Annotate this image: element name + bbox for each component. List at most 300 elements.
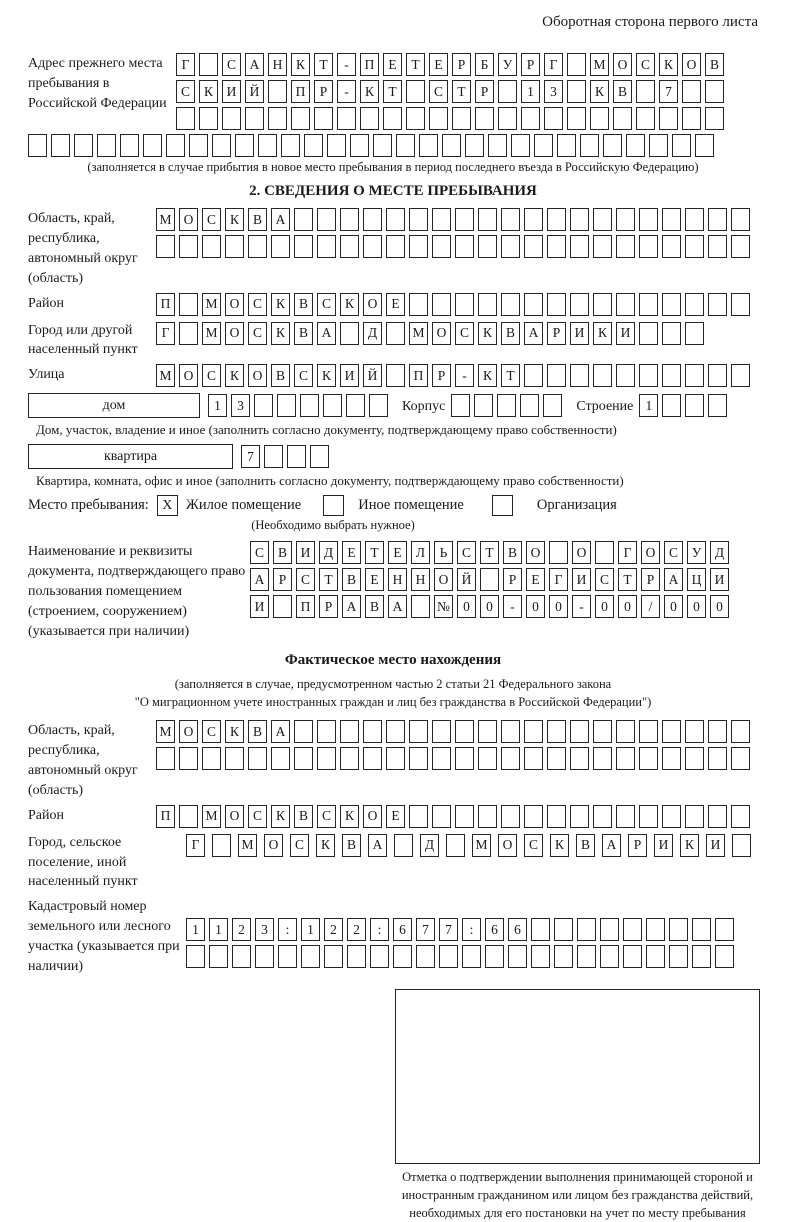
char-cell[interactable]: Р	[319, 595, 338, 618]
char-cell[interactable]: У	[687, 541, 706, 564]
char-cell[interactable]	[409, 293, 428, 316]
char-cell[interactable]	[531, 945, 550, 968]
char-cell[interactable]: К	[271, 293, 290, 316]
char-cell[interactable]	[222, 107, 241, 130]
char-cell[interactable]	[731, 235, 750, 258]
char-cell[interactable]	[199, 53, 218, 76]
oblast-row-1[interactable]	[156, 208, 750, 231]
char-cell[interactable]: М	[238, 834, 257, 857]
char-cell[interactable]	[455, 293, 474, 316]
char-cell[interactable]: Й	[245, 80, 264, 103]
char-cell[interactable]	[593, 720, 612, 743]
char-cell[interactable]	[310, 445, 329, 468]
char-cell[interactable]	[593, 293, 612, 316]
char-cell[interactable]	[225, 235, 244, 258]
char-cell[interactable]	[708, 394, 727, 417]
char-cell[interactable]	[363, 235, 382, 258]
char-cell[interactable]: В	[613, 80, 632, 103]
char-cell[interactable]	[74, 134, 93, 157]
char-cell[interactable]: 0	[618, 595, 637, 618]
char-cell[interactable]: Т	[314, 53, 333, 76]
char-cell[interactable]: К	[550, 834, 569, 857]
char-cell[interactable]	[570, 235, 589, 258]
char-cell[interactable]	[455, 747, 474, 770]
char-cell[interactable]	[570, 293, 589, 316]
char-cell[interactable]: А	[388, 595, 407, 618]
char-cell[interactable]	[396, 134, 415, 157]
char-cell[interactable]: А	[317, 322, 336, 345]
char-cell[interactable]: В	[503, 541, 522, 564]
char-cell[interactable]: Б	[475, 53, 494, 76]
char-cell[interactable]	[639, 720, 658, 743]
char-cell[interactable]	[350, 134, 369, 157]
char-cell[interactable]: А	[250, 568, 269, 591]
char-cell[interactable]	[616, 208, 635, 231]
char-cell[interactable]	[386, 235, 405, 258]
char-cell[interactable]: К	[360, 80, 379, 103]
char-cell[interactable]: С	[248, 293, 267, 316]
char-cell[interactable]	[616, 364, 635, 387]
char-cell[interactable]: М	[202, 805, 221, 828]
char-cell[interactable]: Р	[521, 53, 540, 76]
char-cell[interactable]: 2	[347, 918, 366, 941]
prev-address-row-3[interactable]	[176, 107, 724, 130]
char-cell[interactable]: А	[271, 208, 290, 231]
char-cell[interactable]	[455, 235, 474, 258]
char-cell[interactable]: С	[202, 720, 221, 743]
factual-oblast-row-2[interactable]	[156, 747, 750, 770]
char-cell[interactable]: А	[368, 834, 387, 857]
char-cell[interactable]	[708, 747, 727, 770]
char-cell[interactable]	[432, 747, 451, 770]
char-cell[interactable]	[593, 208, 612, 231]
char-cell[interactable]	[672, 134, 691, 157]
char-cell[interactable]	[28, 134, 47, 157]
char-cell[interactable]: В	[342, 568, 361, 591]
char-cell[interactable]	[570, 208, 589, 231]
char-cell[interactable]: С	[317, 293, 336, 316]
char-cell[interactable]	[202, 747, 221, 770]
char-cell[interactable]: 1	[208, 394, 227, 417]
char-cell[interactable]	[659, 107, 678, 130]
char-cell[interactable]: О	[225, 322, 244, 345]
char-cell[interactable]	[501, 293, 520, 316]
char-cell[interactable]	[156, 235, 175, 258]
char-cell[interactable]	[685, 208, 704, 231]
char-cell[interactable]	[682, 80, 701, 103]
char-cell[interactable]: 3	[544, 80, 563, 103]
char-cell[interactable]: 7	[416, 918, 435, 941]
char-cell[interactable]: О	[526, 541, 545, 564]
char-cell[interactable]	[409, 805, 428, 828]
char-cell[interactable]	[386, 322, 405, 345]
char-cell[interactable]	[626, 134, 645, 157]
char-cell[interactable]	[600, 945, 619, 968]
char-cell[interactable]	[394, 834, 413, 857]
char-cell[interactable]	[179, 747, 198, 770]
char-cell[interactable]	[616, 293, 635, 316]
char-cell[interactable]: К	[593, 322, 612, 345]
char-cell[interactable]	[649, 134, 668, 157]
char-cell[interactable]: :	[278, 918, 297, 941]
char-cell[interactable]	[603, 134, 622, 157]
dom-number-cells[interactable]	[208, 394, 388, 417]
char-cell[interactable]	[547, 293, 566, 316]
char-cell[interactable]	[570, 747, 589, 770]
char-cell[interactable]	[623, 918, 642, 941]
char-cell[interactable]: С	[294, 364, 313, 387]
char-cell[interactable]: -	[337, 80, 356, 103]
char-cell[interactable]	[409, 208, 428, 231]
char-cell[interactable]: 0	[457, 595, 476, 618]
char-cell[interactable]: О	[225, 293, 244, 316]
char-cell[interactable]: Т	[501, 364, 520, 387]
char-cell[interactable]	[291, 107, 310, 130]
char-cell[interactable]: Г	[549, 568, 568, 591]
char-cell[interactable]	[409, 235, 428, 258]
char-cell[interactable]	[531, 918, 550, 941]
char-cell[interactable]: В	[294, 322, 313, 345]
char-cell[interactable]: 6	[485, 918, 504, 941]
char-cell[interactable]	[616, 747, 635, 770]
char-cell[interactable]	[268, 107, 287, 130]
char-cell[interactable]: В	[248, 208, 267, 231]
char-cell[interactable]: С	[176, 80, 195, 103]
char-cell[interactable]: А	[245, 53, 264, 76]
char-cell[interactable]	[639, 293, 658, 316]
char-cell[interactable]	[255, 945, 274, 968]
char-cell[interactable]	[294, 720, 313, 743]
char-cell[interactable]: 6	[393, 918, 412, 941]
char-cell[interactable]	[570, 805, 589, 828]
char-cell[interactable]	[323, 394, 342, 417]
char-cell[interactable]	[480, 568, 499, 591]
prev-address-row-2[interactable]	[176, 80, 724, 103]
char-cell[interactable]	[639, 805, 658, 828]
char-cell[interactable]	[639, 747, 658, 770]
char-cell[interactable]: Д	[319, 541, 338, 564]
char-cell[interactable]: М	[202, 322, 221, 345]
char-cell[interactable]	[254, 394, 273, 417]
char-cell[interactable]	[695, 134, 714, 157]
char-cell[interactable]: О	[225, 805, 244, 828]
char-cell[interactable]	[524, 720, 543, 743]
raion-row[interactable]	[156, 293, 750, 316]
char-cell[interactable]	[547, 805, 566, 828]
char-cell[interactable]	[268, 80, 287, 103]
char-cell[interactable]: М	[156, 208, 175, 231]
ulitsa-row[interactable]	[156, 364, 750, 387]
char-cell[interactable]	[593, 235, 612, 258]
char-cell[interactable]: С	[296, 568, 315, 591]
char-cell[interactable]	[497, 394, 516, 417]
char-cell[interactable]	[685, 235, 704, 258]
char-cell[interactable]	[478, 208, 497, 231]
char-cell[interactable]	[577, 945, 596, 968]
char-cell[interactable]	[317, 235, 336, 258]
char-cell[interactable]: С	[248, 805, 267, 828]
char-cell[interactable]: Т	[383, 80, 402, 103]
char-cell[interactable]: 0	[595, 595, 614, 618]
char-cell[interactable]: К	[340, 293, 359, 316]
char-cell[interactable]: К	[317, 364, 336, 387]
char-cell[interactable]: О	[432, 322, 451, 345]
char-cell[interactable]: 1	[209, 918, 228, 941]
char-cell[interactable]: И	[340, 364, 359, 387]
char-cell[interactable]: Й	[457, 568, 476, 591]
char-cell[interactable]: Р	[475, 80, 494, 103]
char-cell[interactable]	[393, 945, 412, 968]
char-cell[interactable]	[731, 208, 750, 231]
char-cell[interactable]: Г	[156, 322, 175, 345]
kadastr-row-2[interactable]	[186, 945, 734, 968]
char-cell[interactable]	[600, 918, 619, 941]
char-cell[interactable]	[731, 364, 750, 387]
char-cell[interactable]	[521, 107, 540, 130]
char-cell[interactable]	[416, 945, 435, 968]
char-cell[interactable]: К	[340, 805, 359, 828]
char-cell[interactable]	[708, 364, 727, 387]
char-cell[interactable]	[97, 134, 116, 157]
char-cell[interactable]	[442, 134, 461, 157]
char-cell[interactable]: О	[363, 805, 382, 828]
char-cell[interactable]: 3	[255, 918, 274, 941]
char-cell[interactable]	[317, 747, 336, 770]
char-cell[interactable]: 0	[549, 595, 568, 618]
char-cell[interactable]	[281, 134, 300, 157]
char-cell[interactable]	[271, 747, 290, 770]
char-cell[interactable]	[554, 918, 573, 941]
char-cell[interactable]: П	[156, 293, 175, 316]
char-cell[interactable]: М	[156, 720, 175, 743]
char-cell[interactable]: Т	[319, 568, 338, 591]
char-cell[interactable]	[524, 235, 543, 258]
char-cell[interactable]	[179, 322, 198, 345]
char-cell[interactable]	[317, 208, 336, 231]
char-cell[interactable]: Т	[406, 53, 425, 76]
char-cell[interactable]: О	[363, 293, 382, 316]
char-cell[interactable]: К	[659, 53, 678, 76]
char-cell[interactable]	[501, 235, 520, 258]
kvartira-cells[interactable]	[241, 445, 329, 468]
char-cell[interactable]: 0	[664, 595, 683, 618]
char-cell[interactable]	[646, 918, 665, 941]
char-cell[interactable]: П	[409, 364, 428, 387]
char-cell[interactable]: 6	[508, 918, 527, 941]
char-cell[interactable]	[317, 720, 336, 743]
factual-raion-row[interactable]	[156, 805, 750, 828]
char-cell[interactable]: И	[222, 80, 241, 103]
char-cell[interactable]	[314, 107, 333, 130]
char-cell[interactable]	[616, 805, 635, 828]
char-cell[interactable]: У	[498, 53, 517, 76]
checkbox-inoe[interactable]	[323, 495, 344, 516]
char-cell[interactable]	[429, 107, 448, 130]
char-cell[interactable]	[595, 541, 614, 564]
char-cell[interactable]: Р	[273, 568, 292, 591]
char-cell[interactable]	[662, 747, 681, 770]
char-cell[interactable]: К	[271, 805, 290, 828]
char-cell[interactable]: 0	[710, 595, 729, 618]
char-cell[interactable]	[478, 293, 497, 316]
char-cell[interactable]: К	[225, 364, 244, 387]
checkbox-zhiloe[interactable]: X	[157, 495, 178, 516]
char-cell[interactable]	[616, 235, 635, 258]
char-cell[interactable]: Р	[452, 53, 471, 76]
char-cell[interactable]	[465, 134, 484, 157]
char-cell[interactable]	[731, 805, 750, 828]
char-cell[interactable]	[301, 945, 320, 968]
char-cell[interactable]: О	[641, 541, 660, 564]
char-cell[interactable]	[511, 134, 530, 157]
char-cell[interactable]	[639, 235, 658, 258]
char-cell[interactable]	[409, 720, 428, 743]
char-cell[interactable]	[294, 747, 313, 770]
char-cell[interactable]: Е	[342, 541, 361, 564]
char-cell[interactable]	[613, 107, 632, 130]
char-cell[interactable]	[369, 394, 388, 417]
char-cell[interactable]	[258, 134, 277, 157]
char-cell[interactable]: С	[290, 834, 309, 857]
char-cell[interactable]: Е	[383, 53, 402, 76]
char-cell[interactable]	[662, 720, 681, 743]
char-cell[interactable]: Т	[480, 541, 499, 564]
char-cell[interactable]	[662, 235, 681, 258]
char-cell[interactable]	[225, 747, 244, 770]
char-cell[interactable]: Е	[388, 541, 407, 564]
prev-address-row-4[interactable]	[28, 134, 758, 157]
char-cell[interactable]: К	[271, 322, 290, 345]
char-cell[interactable]: Р	[547, 322, 566, 345]
char-cell[interactable]: В	[342, 834, 361, 857]
char-cell[interactable]	[544, 107, 563, 130]
char-cell[interactable]	[386, 720, 405, 743]
char-cell[interactable]	[498, 80, 517, 103]
char-cell[interactable]: /	[641, 595, 660, 618]
char-cell[interactable]	[478, 720, 497, 743]
char-cell[interactable]	[179, 293, 198, 316]
char-cell[interactable]	[179, 235, 198, 258]
char-cell[interactable]: Р	[432, 364, 451, 387]
char-cell[interactable]	[439, 945, 458, 968]
char-cell[interactable]	[639, 208, 658, 231]
char-cell[interactable]	[264, 445, 283, 468]
char-cell[interactable]	[271, 235, 290, 258]
char-cell[interactable]	[386, 208, 405, 231]
char-cell[interactable]: В	[294, 805, 313, 828]
char-cell[interactable]	[455, 720, 474, 743]
char-cell[interactable]	[636, 107, 655, 130]
char-cell[interactable]: Г	[618, 541, 637, 564]
char-cell[interactable]	[692, 945, 711, 968]
char-cell[interactable]	[685, 747, 704, 770]
char-cell[interactable]	[520, 394, 539, 417]
char-cell[interactable]: О	[498, 834, 517, 857]
char-cell[interactable]	[547, 364, 566, 387]
char-cell[interactable]	[287, 445, 306, 468]
char-cell[interactable]	[567, 53, 586, 76]
char-cell[interactable]	[692, 918, 711, 941]
char-cell[interactable]	[662, 394, 681, 417]
char-cell[interactable]: 1	[639, 394, 658, 417]
char-cell[interactable]: С	[595, 568, 614, 591]
char-cell[interactable]: 0	[480, 595, 499, 618]
char-cell[interactable]	[577, 918, 596, 941]
char-cell[interactable]	[547, 747, 566, 770]
char-cell[interactable]: -	[503, 595, 522, 618]
char-cell[interactable]	[166, 134, 185, 157]
char-cell[interactable]	[669, 918, 688, 941]
char-cell[interactable]	[179, 805, 198, 828]
char-cell[interactable]: В	[705, 53, 724, 76]
char-cell[interactable]: С	[248, 322, 267, 345]
char-cell[interactable]	[273, 595, 292, 618]
char-cell[interactable]: М	[472, 834, 491, 857]
char-cell[interactable]: И	[296, 541, 315, 564]
char-cell[interactable]: К	[291, 53, 310, 76]
char-cell[interactable]: С	[455, 322, 474, 345]
char-cell[interactable]	[593, 747, 612, 770]
char-cell[interactable]: О	[264, 834, 283, 857]
char-cell[interactable]	[186, 945, 205, 968]
char-cell[interactable]: Д	[710, 541, 729, 564]
char-cell[interactable]	[485, 945, 504, 968]
char-cell[interactable]: 0	[687, 595, 706, 618]
char-cell[interactable]	[478, 805, 497, 828]
char-cell[interactable]	[715, 945, 734, 968]
char-cell[interactable]: К	[590, 80, 609, 103]
char-cell[interactable]	[373, 134, 392, 157]
char-cell[interactable]: Ь	[434, 541, 453, 564]
char-cell[interactable]	[616, 720, 635, 743]
char-cell[interactable]: 1	[186, 918, 205, 941]
char-cell[interactable]: И	[710, 568, 729, 591]
char-cell[interactable]: М	[409, 322, 428, 345]
prev-address-row-1[interactable]	[176, 53, 724, 76]
char-cell[interactable]	[245, 107, 264, 130]
char-cell[interactable]: 0	[526, 595, 545, 618]
char-cell[interactable]	[557, 134, 576, 157]
char-cell[interactable]	[524, 293, 543, 316]
char-cell[interactable]: Р	[641, 568, 660, 591]
char-cell[interactable]: №	[434, 595, 453, 618]
char-cell[interactable]	[524, 805, 543, 828]
document-row-1[interactable]	[250, 541, 729, 564]
char-cell[interactable]	[386, 364, 405, 387]
char-cell[interactable]: В	[248, 720, 267, 743]
stroenie-cells[interactable]	[639, 394, 727, 417]
char-cell[interactable]	[705, 80, 724, 103]
char-cell[interactable]: С	[202, 208, 221, 231]
char-cell[interactable]: А	[602, 834, 621, 857]
char-cell[interactable]: К	[680, 834, 699, 857]
char-cell[interactable]	[549, 541, 568, 564]
char-cell[interactable]	[708, 235, 727, 258]
char-cell[interactable]	[337, 107, 356, 130]
char-cell[interactable]: С	[429, 80, 448, 103]
char-cell[interactable]: Т	[452, 80, 471, 103]
char-cell[interactable]	[143, 134, 162, 157]
char-cell[interactable]: Г	[186, 834, 205, 857]
char-cell[interactable]: И	[616, 322, 635, 345]
char-cell[interactable]: В	[576, 834, 595, 857]
char-cell[interactable]	[248, 747, 267, 770]
char-cell[interactable]: Ц	[687, 568, 706, 591]
char-cell[interactable]	[554, 945, 573, 968]
char-cell[interactable]	[662, 322, 681, 345]
char-cell[interactable]	[363, 747, 382, 770]
char-cell[interactable]: И	[706, 834, 725, 857]
